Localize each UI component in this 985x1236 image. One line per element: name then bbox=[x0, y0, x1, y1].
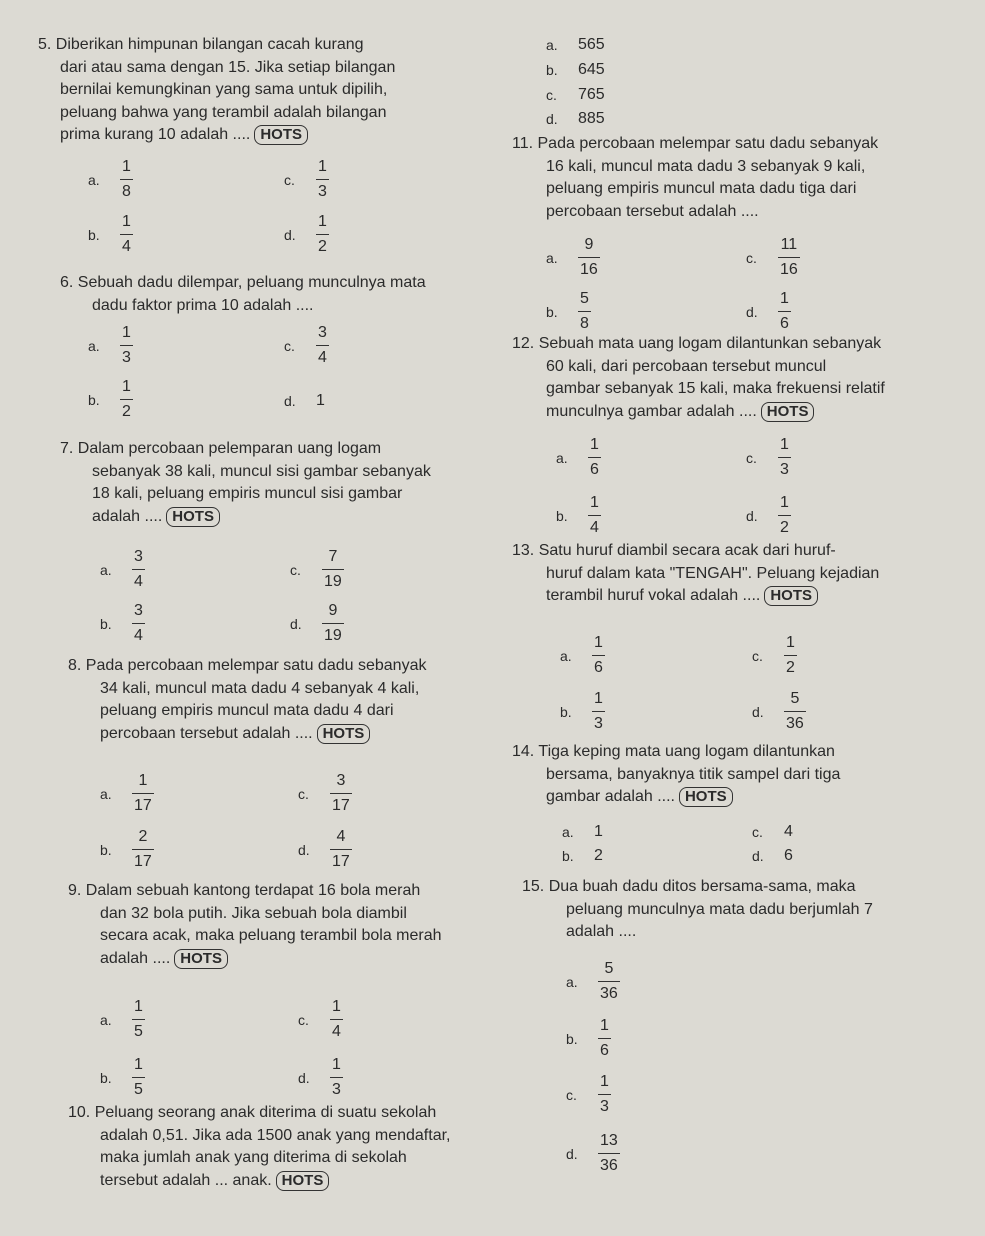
fraction: $\frac{1}{3}$ bbox=[600, 1073, 609, 1115]
option-value: 885 bbox=[578, 110, 605, 127]
option-label: d. bbox=[298, 1069, 310, 1086]
fraction: $\frac{1}{6}$ bbox=[594, 634, 603, 676]
question-9-line-4: adalah .... bbox=[100, 949, 171, 967]
question-13-line-3: terambil huruf vokal adalah .... bbox=[546, 587, 761, 604]
fraction: $\frac{1}{2}$ bbox=[318, 213, 327, 255]
option-label: b. bbox=[88, 226, 100, 243]
question-11 bbox=[512, 133, 972, 223]
hots-badge: HOTS bbox=[276, 1171, 330, 1191]
question-5-line-4: peluang bahwa yang terambil adalah bilangan bbox=[60, 103, 387, 121]
q15-option-a[interactable] bbox=[566, 960, 620, 1003]
q12-option-a[interactable] bbox=[556, 436, 601, 479]
q8-option-c[interactable] bbox=[298, 772, 352, 815]
question-11-line-4: percobaan tersebut adalah .... bbox=[546, 202, 759, 220]
option-label: c. bbox=[284, 337, 295, 354]
fraction: $\frac{1}{3}$ bbox=[594, 690, 603, 732]
option-label: c. bbox=[752, 824, 763, 840]
fraction: $\frac{1}{2}$ bbox=[122, 378, 131, 420]
hots-badge: HOTS bbox=[166, 507, 220, 527]
fraction: $\frac{1}{2}$ bbox=[780, 494, 789, 536]
option-label: a. bbox=[556, 449, 568, 466]
option-value: 6 bbox=[784, 847, 793, 864]
question-5-line-3: bernilai kemungkinan yang sama untuk dipilih, bbox=[60, 81, 388, 98]
option-label: b. bbox=[100, 1069, 112, 1086]
question-6-line-2: dadu faktor prima 10 adalah .... bbox=[92, 296, 314, 314]
q11-option-a[interactable] bbox=[546, 236, 600, 279]
question-14-line-1: 14. Tiga keping mata uang logam dilantunkan bbox=[512, 743, 835, 760]
option-value: 645 bbox=[578, 61, 605, 78]
q7-option-c[interactable] bbox=[290, 548, 344, 591]
option-label: a. bbox=[100, 785, 112, 802]
question-15-line-3: adalah .... bbox=[566, 923, 637, 940]
q10-option-c[interactable] bbox=[546, 86, 605, 104]
hots-badge: HOTS bbox=[174, 949, 228, 969]
q6-option-a[interactable] bbox=[88, 324, 133, 367]
option-value: 4 bbox=[784, 823, 793, 840]
question-5 bbox=[38, 34, 498, 147]
question-11-line-3: peluang empiris muncul mata dadu tiga dari bbox=[546, 180, 857, 197]
question-13-line-2: huruf dalam kata "TENGAH". Peluang kejadian bbox=[546, 564, 880, 582]
q6-option-d[interactable] bbox=[284, 392, 325, 410]
fraction: $\frac{1}{4}$ bbox=[590, 494, 599, 536]
question-13-line-1: 13. Satu huruf diambil secara acak dari huruf- bbox=[512, 542, 836, 559]
q6-option-b[interactable] bbox=[88, 378, 133, 421]
option-label: c. bbox=[746, 449, 757, 466]
question-10-line-2: adalah 0,51. Jika ada 1500 anak yang mendaftar, bbox=[100, 1126, 451, 1144]
option-label: a. bbox=[88, 171, 100, 188]
option-label: b. bbox=[560, 703, 572, 720]
q5-option-c[interactable] bbox=[284, 158, 329, 201]
question-8 bbox=[68, 655, 508, 745]
fraction: $\frac{1}{4}$ bbox=[122, 213, 131, 255]
q9-option-b[interactable] bbox=[100, 1056, 145, 1099]
option-label: c. bbox=[746, 249, 757, 266]
hots-badge: HOTS bbox=[317, 724, 371, 744]
fraction: $\frac{3}{4}$ bbox=[134, 602, 143, 644]
question-12-line-1: 12. Sebuah mata uang logam dilantunkan sebanyak bbox=[512, 335, 882, 352]
hots-badge: HOTS bbox=[761, 402, 815, 422]
question-9 bbox=[68, 880, 508, 970]
fraction: $\frac{5}{8}$ bbox=[580, 290, 589, 332]
fraction: $\frac{3}{17}$ bbox=[332, 772, 350, 814]
question-12-line-4: munculnya gambar adalah .... bbox=[546, 402, 757, 420]
fraction: $\frac{1}{6}$ bbox=[600, 1017, 609, 1059]
option-label: a. bbox=[88, 337, 100, 354]
q8-option-a[interactable] bbox=[100, 772, 154, 815]
fraction: $\frac{1}{8}$ bbox=[122, 158, 131, 200]
question-10-line-4: tersebut adalah ... anak. bbox=[100, 1171, 272, 1189]
option-label: b. bbox=[562, 848, 574, 864]
fraction: $\frac{7}{19}$ bbox=[324, 548, 342, 590]
q9-option-d[interactable] bbox=[298, 1056, 343, 1099]
q14-option-c[interactable] bbox=[752, 823, 793, 841]
option-label: b. bbox=[100, 841, 112, 858]
option-label: c. bbox=[566, 1086, 577, 1103]
question-7-line-2: sebanyak 38 kali, muncul sisi gambar sebanyak bbox=[92, 462, 431, 480]
fraction: $\frac{1}{6}$ bbox=[780, 290, 789, 332]
q9-option-a[interactable] bbox=[100, 998, 145, 1041]
question-12-line-2: 60 kali, dari percobaan tersebut muncul bbox=[546, 357, 827, 375]
fraction: $\frac{3}{4}$ bbox=[318, 324, 327, 366]
option-label: d. bbox=[566, 1145, 578, 1162]
q12-option-d[interactable] bbox=[746, 494, 791, 537]
fraction: $\frac{9}{19}$ bbox=[324, 602, 342, 644]
question-7 bbox=[60, 438, 500, 528]
option-label: a. bbox=[560, 647, 572, 664]
option-label: c. bbox=[284, 171, 295, 188]
fraction: $\frac{5}{36}$ bbox=[786, 690, 804, 732]
question-10-line-1: 10. Peluang seorang anak diterima di suatu sekolah bbox=[68, 1104, 437, 1121]
q15-option-d[interactable] bbox=[566, 1132, 620, 1175]
fraction: $\frac{1}{3}$ bbox=[318, 158, 327, 200]
option-label: d. bbox=[746, 303, 758, 320]
q13-option-c[interactable] bbox=[752, 634, 797, 677]
q5-option-d[interactable] bbox=[284, 213, 329, 256]
question-11-line-1: 11. Pada percobaan melempar satu dadu sebanyak bbox=[512, 135, 879, 152]
q14-option-d[interactable] bbox=[752, 847, 793, 865]
q8-option-d[interactable] bbox=[298, 828, 352, 871]
q15-option-c[interactable] bbox=[566, 1073, 611, 1116]
option-label: b. bbox=[88, 391, 100, 408]
q11-option-c[interactable] bbox=[746, 236, 800, 279]
question-14-line-2: bersama, banyaknya titik sampel dari tiga bbox=[546, 765, 841, 783]
hots-badge: HOTS bbox=[679, 787, 733, 807]
q6-option-c[interactable] bbox=[284, 324, 329, 367]
fraction: $\frac{1}{3}$ bbox=[332, 1056, 341, 1098]
option-label: c. bbox=[752, 647, 763, 664]
option-label: d. bbox=[746, 507, 758, 524]
question-8-line-1: 8. Pada percobaan melempar satu dadu sebanyak bbox=[68, 657, 427, 674]
fraction: $\frac{1}{6}$ bbox=[590, 436, 599, 478]
option-label: d. bbox=[752, 703, 764, 720]
q11-option-d[interactable] bbox=[746, 290, 791, 333]
option-label: c. bbox=[298, 785, 309, 802]
option-label: c. bbox=[298, 1011, 309, 1028]
option-label: d. bbox=[284, 226, 296, 243]
question-5-line-1: 5. Diberikan himpunan bilangan cacah kurang bbox=[38, 36, 364, 53]
option-label: b. bbox=[546, 62, 558, 78]
fraction: $\frac{4}{17}$ bbox=[332, 828, 350, 870]
q5-option-b[interactable] bbox=[88, 213, 133, 256]
q9-option-c[interactable] bbox=[298, 998, 343, 1041]
fraction: $\frac{1}{2}$ bbox=[786, 634, 795, 676]
fraction: $\frac{2}{17}$ bbox=[134, 828, 152, 870]
question-12-line-3: gambar sebanyak 15 kali, maka frekuensi relatif bbox=[546, 380, 885, 397]
q12-option-c[interactable] bbox=[746, 436, 791, 479]
option-label: d. bbox=[298, 841, 310, 858]
q13-option-b[interactable] bbox=[560, 690, 605, 733]
option-label: b. bbox=[546, 303, 558, 320]
question-7-line-1: 7. Dalam percobaan pelemparan uang logam bbox=[60, 440, 382, 457]
option-label: d. bbox=[290, 615, 302, 632]
question-5-line-2: dari atau sama dengan 15. Jika setiap bilangan bbox=[60, 58, 396, 76]
q7-option-b[interactable] bbox=[100, 602, 145, 645]
q13-option-a[interactable] bbox=[560, 634, 605, 677]
option-label: a. bbox=[562, 824, 574, 840]
option-label: d. bbox=[546, 111, 558, 127]
option-value: 2 bbox=[594, 847, 603, 864]
fraction: $\frac{9}{16}$ bbox=[580, 236, 598, 278]
q7-option-a[interactable] bbox=[100, 548, 145, 591]
q5-option-a[interactable] bbox=[88, 158, 133, 201]
q14-option-b[interactable] bbox=[562, 847, 603, 865]
option-label: c. bbox=[290, 561, 301, 578]
q10-option-d[interactable] bbox=[546, 110, 605, 128]
question-5-line-5: prima kurang 10 adalah .... bbox=[60, 126, 251, 143]
option-label: b. bbox=[100, 615, 112, 632]
question-10-line-3: maka jumlah anak yang diterima di sekolah bbox=[100, 1149, 407, 1166]
q10-option-b[interactable] bbox=[546, 61, 605, 79]
question-15-line-2: peluang munculnya mata dadu berjumlah 7 bbox=[566, 900, 873, 918]
q12-option-b[interactable] bbox=[556, 494, 601, 537]
option-label: a. bbox=[100, 1011, 112, 1028]
option-label: a. bbox=[546, 37, 558, 53]
option-value: 1 bbox=[316, 392, 325, 409]
question-14 bbox=[512, 741, 972, 809]
option-value: 1 bbox=[594, 823, 603, 840]
option-label: a. bbox=[566, 973, 578, 990]
question-14-line-3: gambar adalah .... bbox=[546, 788, 675, 805]
option-label: b. bbox=[566, 1030, 578, 1047]
option-label: a. bbox=[546, 249, 558, 266]
option-label: c. bbox=[546, 87, 557, 103]
option-value: 765 bbox=[578, 86, 605, 103]
option-label: a. bbox=[100, 561, 112, 578]
question-13 bbox=[512, 540, 972, 608]
fraction: $\frac{1}{3}$ bbox=[122, 324, 131, 366]
hots-badge: HOTS bbox=[764, 586, 818, 606]
fraction: $\frac{13}{36}$ bbox=[600, 1132, 618, 1174]
fraction: $\frac{1}{5}$ bbox=[134, 1056, 143, 1098]
question-15-line-1: 15. Dua buah dadu ditos bersama-sama, maka bbox=[522, 878, 856, 895]
question-10 bbox=[68, 1102, 528, 1192]
option-label: b. bbox=[556, 507, 568, 524]
q14-option-a[interactable] bbox=[562, 823, 603, 841]
fraction: $\frac{1}{5}$ bbox=[134, 998, 143, 1040]
question-8-line-2: 34 kali, muncul mata dadu 4 sebanyak 4 kali, bbox=[100, 679, 420, 697]
fraction: $\frac{5}{36}$ bbox=[600, 960, 618, 1002]
q15-option-b[interactable] bbox=[566, 1017, 611, 1060]
question-6-line-1: 6. Sebuah dadu dilempar, peluang munculnya mata bbox=[60, 274, 426, 291]
question-15 bbox=[522, 876, 982, 944]
option-value: 565 bbox=[578, 36, 605, 53]
question-6 bbox=[60, 272, 500, 317]
question-12 bbox=[512, 333, 972, 423]
fraction: $\frac{1}{17}$ bbox=[134, 772, 152, 814]
option-label: d. bbox=[752, 848, 764, 864]
question-9-line-3: secara acak, maka peluang terambil bola merah bbox=[100, 927, 442, 944]
fraction: $\frac{1}{3}$ bbox=[780, 436, 789, 478]
q11-option-b[interactable] bbox=[546, 290, 591, 333]
question-8-line-3: peluang empiris muncul mata dadu 4 dari bbox=[100, 702, 394, 719]
question-7-line-4: adalah .... bbox=[92, 507, 163, 525]
fraction: $\frac{1}{4}$ bbox=[332, 998, 341, 1040]
q7-option-d[interactable] bbox=[290, 602, 344, 645]
question-8-line-4: percobaan tersebut adalah .... bbox=[100, 724, 313, 742]
question-11-line-2: 16 kali, muncul mata dadu 3 sebanyak 9 kali, bbox=[546, 157, 866, 175]
option-label: d. bbox=[284, 393, 296, 409]
q8-option-b[interactable] bbox=[100, 828, 154, 871]
fraction: $\frac{11}{16}$ bbox=[780, 236, 798, 278]
question-7-line-3: 18 kali, peluang empiris muncul sisi gambar bbox=[92, 485, 403, 502]
fraction: $\frac{3}{4}$ bbox=[134, 548, 143, 590]
q13-option-d[interactable] bbox=[752, 690, 806, 733]
question-9-line-2: dan 32 bola putih. Jika sebuah bola diambil bbox=[100, 904, 407, 922]
hots-badge: HOTS bbox=[254, 125, 308, 145]
question-9-line-1: 9. Dalam sebuah kantong terdapat 16 bola merah bbox=[68, 882, 421, 899]
q10-option-a[interactable] bbox=[546, 36, 605, 54]
